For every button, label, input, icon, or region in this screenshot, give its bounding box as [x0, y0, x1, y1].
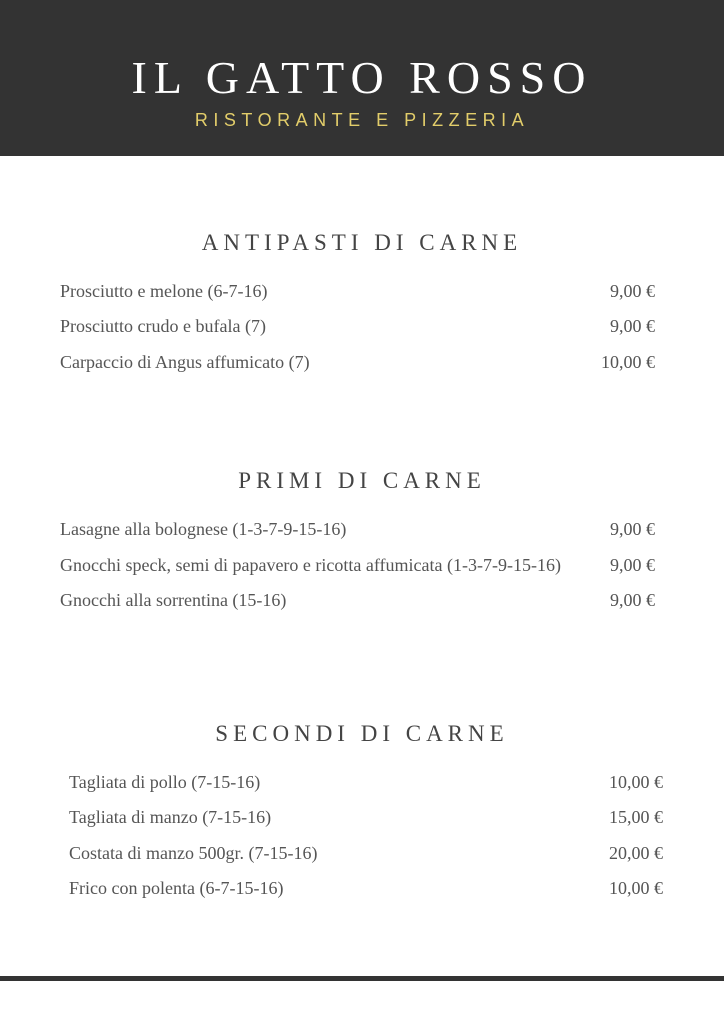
item-price: 9,00 € — [610, 316, 655, 336]
item-name: Gnocchi speck, semi di papavero e ricotta affumicata (1-3-7-9-15-16) — [60, 555, 561, 575]
item-name: Tagliata di manzo (7-15-16) — [69, 807, 272, 827]
item-price: 10,00 € — [609, 772, 663, 792]
item-name: Costata di manzo 500gr. (7-15-16) — [69, 843, 318, 863]
item-name: Lasagne alla bolognese (1-3-7-9-15-16) — [60, 519, 347, 539]
item-name: Gnocchi alla sorrentina (15-16) — [60, 590, 287, 610]
item-name: Carpaccio di Angus affumicato (7) — [60, 352, 310, 372]
bottom-divider — [0, 976, 724, 981]
item-price: 9,00 € — [610, 555, 655, 575]
restaurant-name: IL GATTO ROSSO — [131, 52, 593, 103]
section-1 — [0, 228, 724, 258]
item-price: 9,00 € — [610, 281, 655, 301]
item-price: 9,00 € — [610, 519, 655, 539]
item-price: 20,00 € — [609, 843, 663, 863]
item-name: Prosciutto crudo e bufala (7) — [60, 316, 266, 336]
item-price: 10,00 € — [601, 352, 655, 372]
item-price: 15,00 € — [609, 807, 663, 827]
item-price: 10,00 € — [609, 878, 663, 898]
section-title: ANTIPASTI DI CARNE — [201, 230, 523, 255]
section-title: PRIMI DI CARNE — [238, 468, 486, 493]
item-name: Frico con polenta (6-7-15-16) — [69, 878, 284, 898]
header-banner — [0, 0, 724, 156]
item-name: Tagliata di pollo (7-15-16) — [69, 772, 261, 792]
restaurant-subtitle: RISTORANTE E PIZZERIA — [194, 110, 530, 130]
section-title: SECONDI DI CARNE — [215, 721, 509, 746]
item-name: Prosciutto e melone (6-7-16) — [60, 281, 268, 301]
item-price: 9,00 € — [610, 590, 655, 610]
section-2 — [0, 466, 724, 496]
section-3 — [0, 719, 724, 749]
